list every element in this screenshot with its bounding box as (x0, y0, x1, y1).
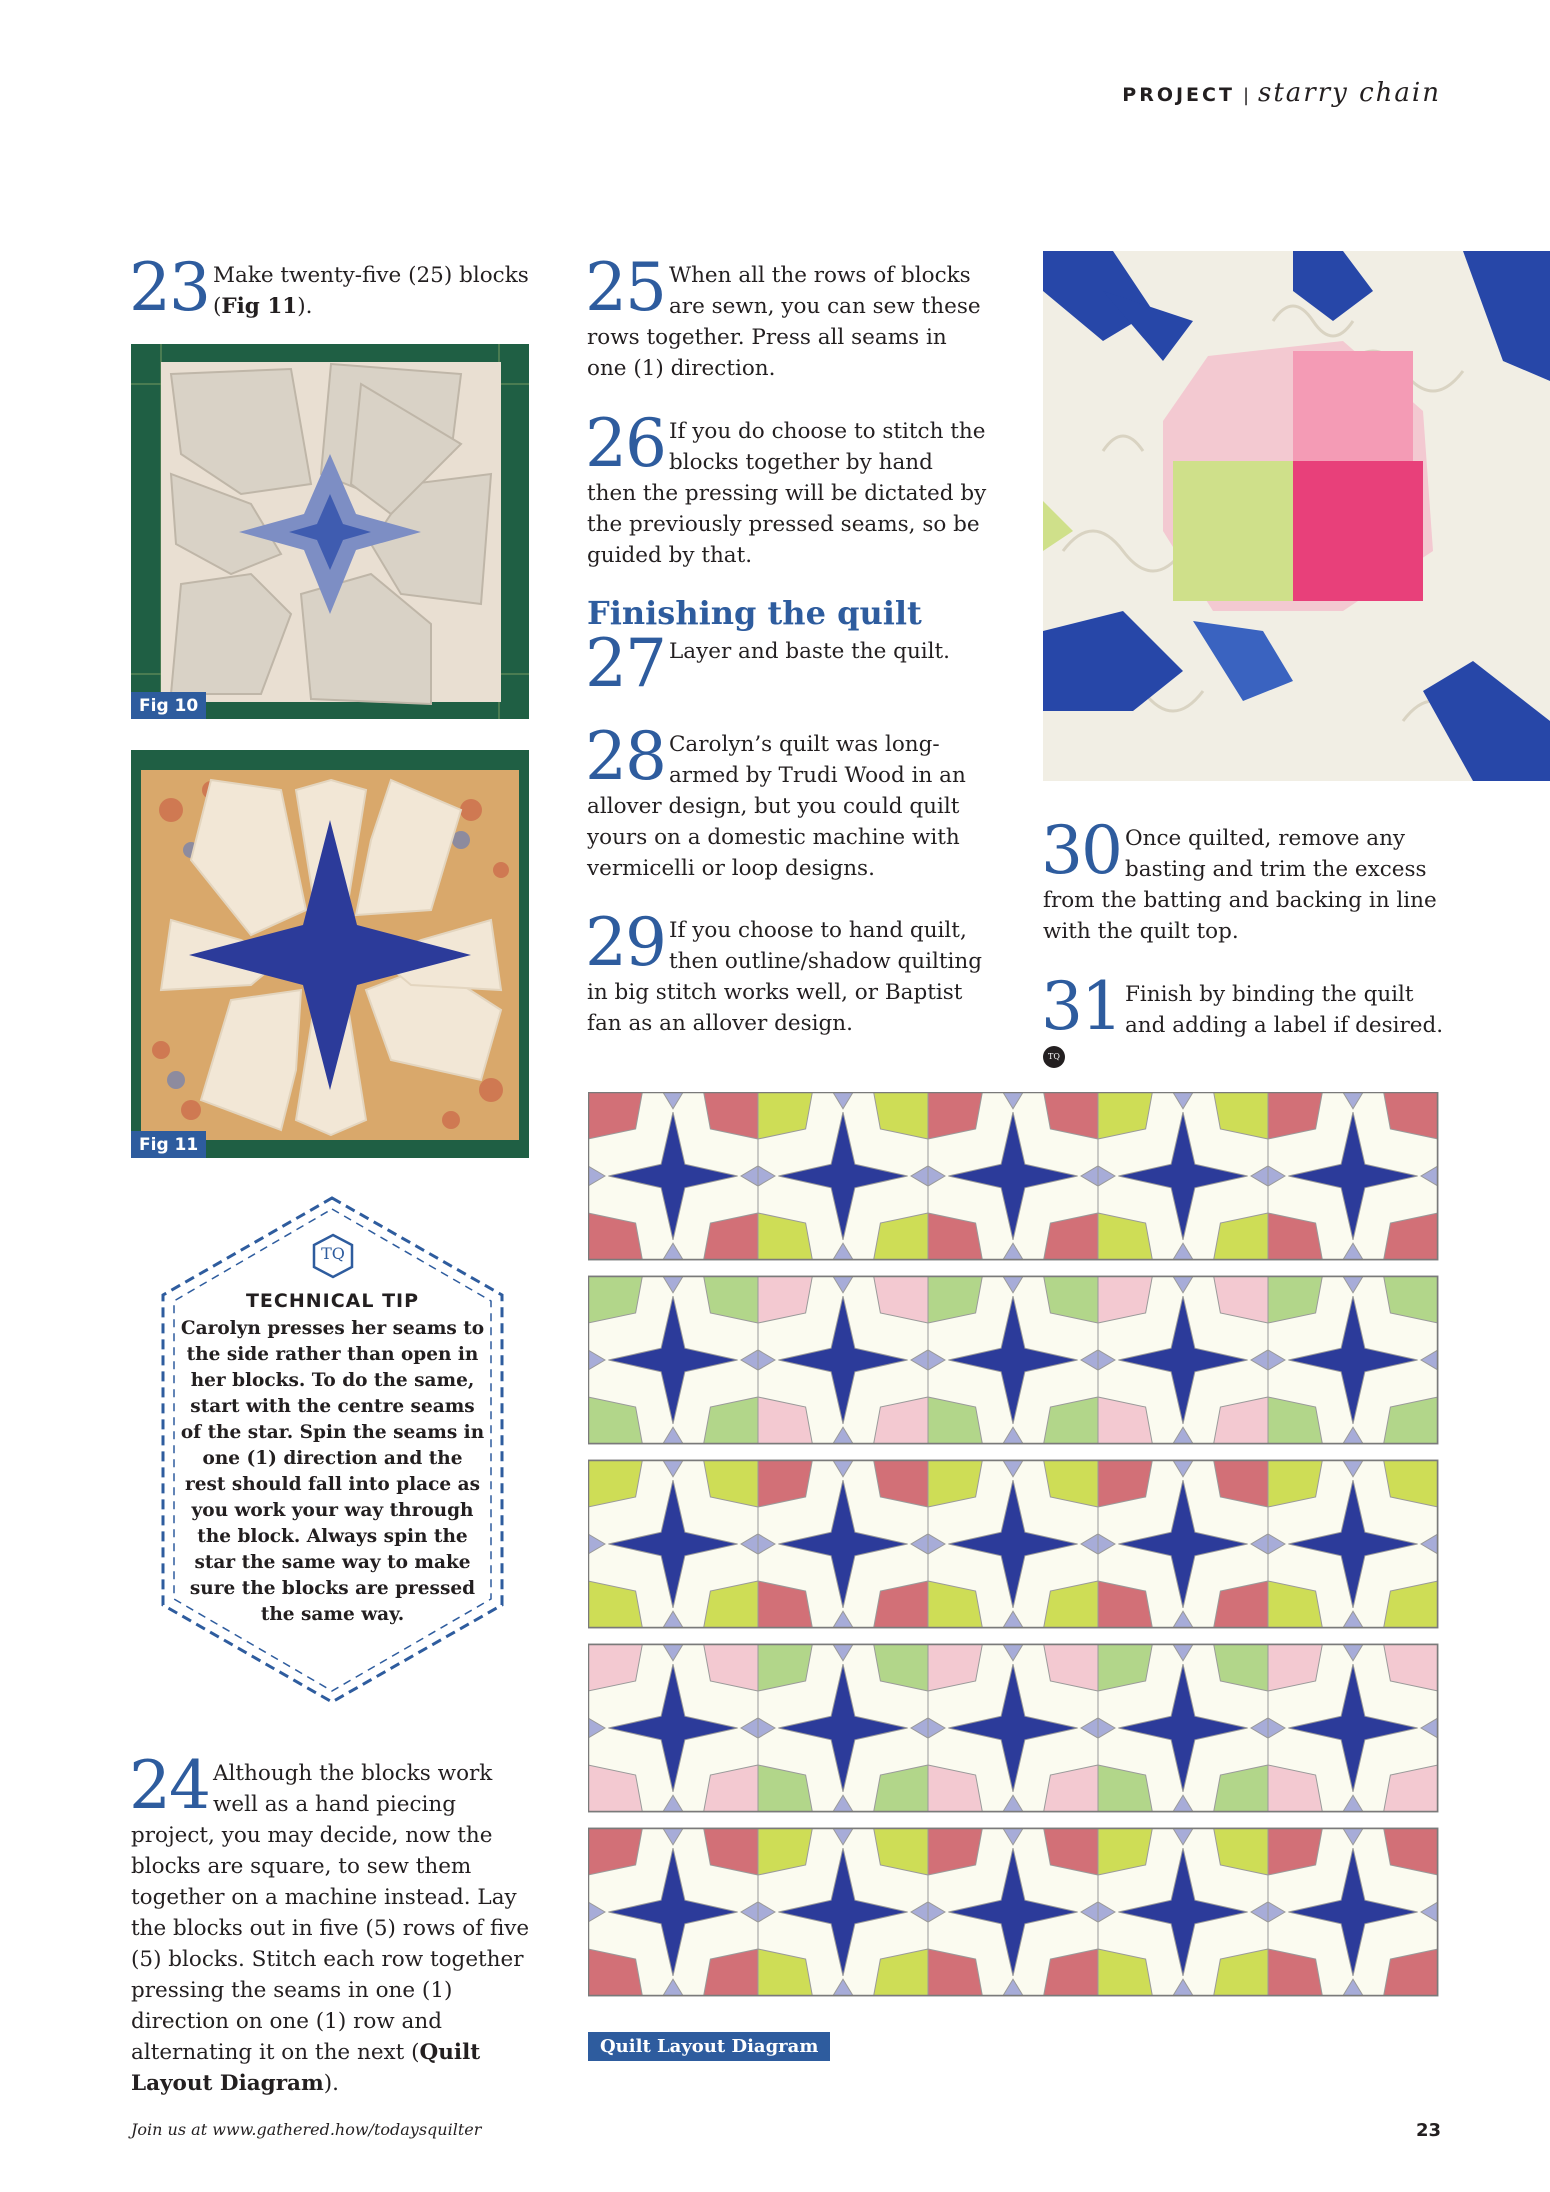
figure-reference: Fig 11 (221, 294, 298, 319)
step-number: 29 (585, 904, 665, 981)
figure-caption: Fig 10 (131, 692, 206, 719)
quilt-block (588, 1092, 758, 1260)
quilt-block (588, 1644, 758, 1812)
block-back-photo (131, 344, 529, 719)
step-30 (1041, 812, 1453, 947)
quilt-block (758, 1644, 928, 1812)
step-text: Layer and baste the quilt. (668, 639, 951, 664)
step-27 (585, 625, 987, 702)
step-31 (1041, 968, 1453, 1072)
figure-caption: Fig 11 (131, 1131, 206, 1158)
tq-badge-text: TQ (321, 1244, 345, 1263)
quilted-closeup-photo (1043, 251, 1550, 781)
step-text: Although the blocks work well as a hand piecing project, you may decide, now the blocks are square, to sew them together on a machine instead. Lay the blocks out in five (5) rows of five (5) blocks. Stitch each row together pressing the seams in one (1) direction on one (1) row and alternating it on the next ( (131, 1761, 530, 2065)
quilt-block (928, 1092, 1098, 1260)
end-mark-icon: TQ (1043, 1046, 1065, 1068)
running-header (1122, 78, 1441, 108)
fig-11-photo (131, 750, 529, 1158)
page-number: 23 (1415, 2120, 1441, 2141)
step-26 (585, 405, 987, 571)
quilt-block (928, 1460, 1098, 1628)
quilt-layout-diagram (588, 1092, 1442, 1999)
section-heading: Finishing the quilt (587, 594, 922, 632)
step-29 (585, 904, 987, 1039)
quilt-block (758, 1092, 928, 1260)
step-text: If you choose to hand quilt, then outline/shadow quilting in big stitch works well, or Baptist fan as an allover design. (587, 918, 983, 1036)
step-text: Once quilted, remove any basting and trim the excess from the batting and backing in line with the quilt top. (1043, 826, 1437, 944)
step-number: 26 (585, 405, 665, 482)
section-label: PROJECT (1122, 84, 1235, 106)
quilt-block (588, 1276, 758, 1444)
step-text-tail: ). (323, 2071, 339, 2096)
quilt-block (1098, 1828, 1268, 1996)
quilt-block (1098, 1092, 1268, 1260)
quilt-block (1098, 1460, 1268, 1628)
header-separator: | (1242, 85, 1251, 106)
tip-body: Carolyn presses her seams to the side rather than open in her blocks. To do the same, start with the centre seams of the star. Spin the seams in one (1) direction and the rest should fall into place as you work your way through the block. Always spin the star the same way to make sure the blocks are pressed the same way. (180, 1318, 485, 1625)
block-front-photo (131, 750, 529, 1158)
quilt-block (928, 1644, 1098, 1812)
quilt-block (758, 1460, 928, 1628)
step-number: 30 (1041, 812, 1121, 889)
step-number: 25 (585, 249, 665, 326)
step-25 (585, 249, 987, 384)
quilt-closeup-image (1043, 251, 1550, 781)
step-number: 24 (129, 1747, 209, 1824)
technical-tip (180, 1290, 485, 1628)
fig-10-photo (131, 344, 529, 719)
quilt-block (1268, 1092, 1438, 1260)
footer-url: Join us at www.gathered.how/todaysquilter (131, 2120, 482, 2139)
step-28 (585, 718, 987, 884)
step-text: When all the rows of blocks are sewn, you can sew these rows together. Press all seams in one (1) direction. (587, 263, 981, 381)
project-title: starry chain (1258, 78, 1441, 108)
quilt-block (1098, 1644, 1268, 1812)
step-number: 27 (585, 625, 665, 702)
quilt-block (1098, 1276, 1268, 1444)
diagram-reference: Quilt Layout Diagram (131, 2040, 481, 2096)
step-text: Finish by binding the quilt and adding a label if desired. (1124, 982, 1444, 1038)
quilt-block (1268, 1644, 1438, 1812)
step-24 (129, 1747, 531, 2099)
step-number: 28 (585, 718, 665, 795)
step-text: If you do choose to stitch the blocks together by hand then the pressing will be dictated by the previously pressed seams, so be guided by that. (587, 419, 987, 568)
step-number: 23 (129, 249, 209, 326)
step-text: Carolyn’s quilt was long-armed by Trudi Wood in an allover design, but you could quilt yours on a domestic machine with vermicelli or loop designs. (587, 732, 966, 881)
quilt-block (1268, 1828, 1438, 1996)
diagram-caption: Quilt Layout Diagram (588, 2032, 830, 2061)
quilt-block (1268, 1460, 1438, 1628)
quilt-block (758, 1828, 928, 1996)
step-number: 31 (1041, 968, 1121, 1045)
step-23 (129, 249, 531, 326)
quilt-block (588, 1460, 758, 1628)
step-text-tail: ). (297, 294, 313, 319)
quilt-block (928, 1276, 1098, 1444)
tip-title: TECHNICAL TIP (245, 1290, 420, 1312)
quilt-block (758, 1276, 928, 1444)
quilt-block (928, 1828, 1098, 1996)
quilt-block (1268, 1276, 1438, 1444)
step-text: Make twenty-five (25) blocks ( (212, 263, 529, 319)
quilt-block (588, 1828, 758, 1996)
